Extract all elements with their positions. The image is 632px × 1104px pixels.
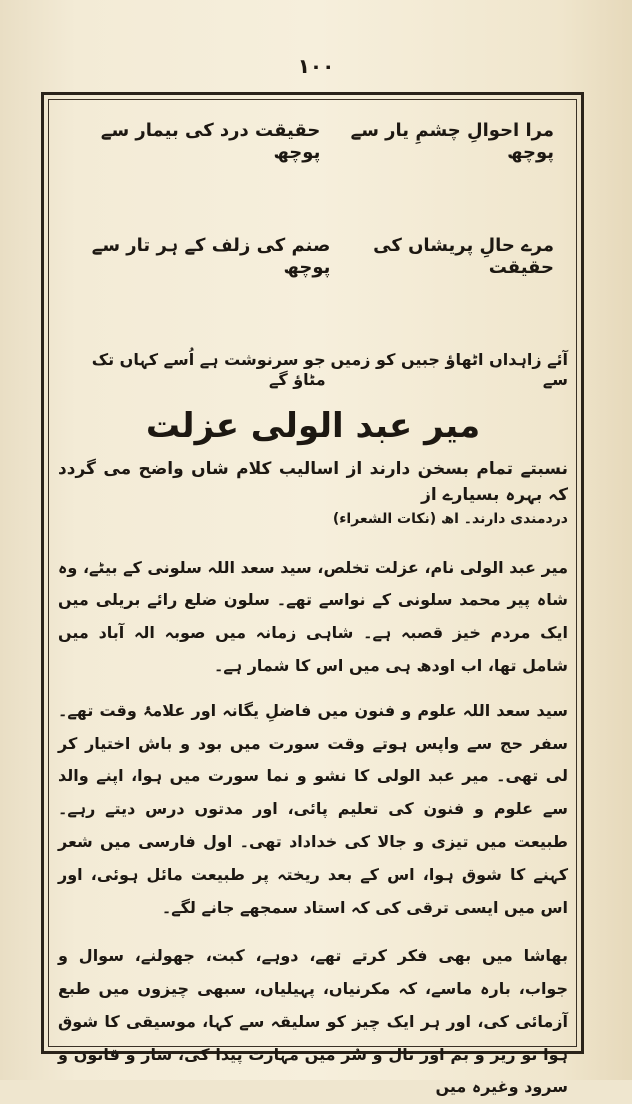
paragraph: میر عبد الولی نام، عزلت تخلص، سید سعد اللہ سلونی کے بیٹے، وہ شاہ پیر محمد سلونی کے نواسے تھے۔ سلون ضلع رائے بریلی میں ایک مردم خیز قصبہ ہے۔ شاہی زمانہ میں صوبہ الہ آباد میں شامل تھا، اب اودھ ہی میں اس کا شمار ہے۔: [58, 557, 568, 675]
verse-line-right: مرا احوالِ چشمِ یار سے پوچھ: [350, 120, 554, 163]
page-number: ١٠٠: [297, 54, 335, 78]
verse-line-left: جو سرنوشت ہے اُسے کہاں تک مٹاؤ گے: [91, 350, 326, 389]
quote-source: دردمندی دارند۔ اھ (نکات الشعراء): [332, 510, 568, 527]
paragraph: سید سعد اللہ علوم و فنون میں فاضلِ یگانہ اور علامۂ وقت تھے۔ سفر حج سے واپس ہوتے وقت سورت میں بود و باش اختیار کر لی تھی۔ میر عبد الولی کا نشو و نما سورت میں ہوا، اپنے والد سے علوم و فنون کی تعلیم پائی، اور مدتوں درس دیتے رہے۔ طبیعت میں تیزی و جالا کی خداداد تھی۔ اول فارسی میں شعر کہنے کا شوق ہوا، اس کے بعد ریختہ پر طبیعت مائل ہوئی، اور اس میں ایسی ترقی کی کہ استاد سمجھے جانے لگے۔: [58, 700, 568, 917]
persian-quote-text: نسبتے تمام بسخن دارند از اسالیب کلام شاں واضح می گردد کہ بہرہ بسیارے از: [58, 458, 568, 506]
page-content: [58, 108, 568, 1097]
verse-line-right: آئے زاہداں اٹھاؤ جبیں کو زمیں سے: [330, 350, 568, 389]
section-heading: میر عبد الولی عزلت: [145, 405, 481, 446]
verse-couplet: [58, 235, 568, 278]
persian-quote: [58, 456, 568, 530]
verse-line-right: مرے حالِ پریشاں کی حقیقت: [373, 235, 554, 278]
paragraph: بھاشا میں بھی فکر کرتے تھے، دوہے، کبت، جھولنے، سوال و جواب، بارہ ماسے، کہ مکرنیاں، پہیلیاں، سبھی چیزوں میں طبع آزمائی کی، اور ہر ایک چیز کو سلیقہ سے کہا، موسیقی کا شوق ہوا تو زیر و بم اور تال و سُر میں مہارت پیدا کی، ساز و قانون و سرود وغیرہ میں: [58, 946, 568, 1097]
verse-line-left: حقیقت درد کی بیمار سے پوچھ: [100, 120, 321, 163]
verse-couplet: [58, 350, 568, 388]
verse-couplet: [58, 120, 568, 163]
verse-line-left: صنم کی زلف کے ہر تار سے پوچھ: [91, 235, 331, 278]
